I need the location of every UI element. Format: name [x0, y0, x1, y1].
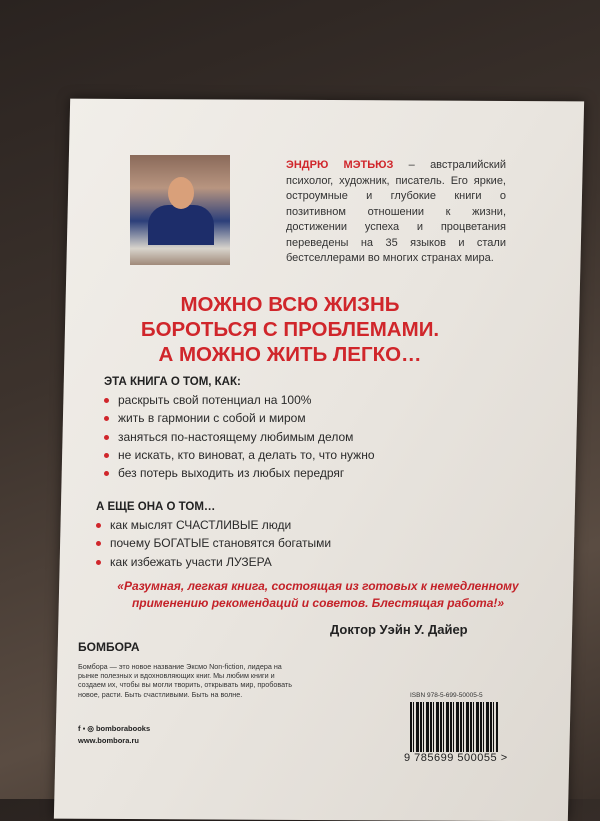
section-about [104, 376, 375, 482]
isbn: ISBN 978-5-699-50005-5 [410, 692, 483, 699]
section-also [96, 501, 331, 571]
author-bio-text: – австралийский психолог, художник, писатель. Его яркие, остроумные и глубокие книги о позитивном отношении к жизни, достижении успеха и процветания переведены на 35 языков и стали бестселлерами во многих странах мира. [286, 159, 506, 264]
publisher-description: Бомбора — это новое название Эксмо Non-fiction, лидера на рынке полезных и вдохновляющих книг. Мы любим книги и создаем их, чтобы вы могли творить, открывать мир, пробовать новое, расти. Быть счастливыми. Быть на волне. [78, 662, 292, 699]
review-quote: «Разумная, легкая книга, состоящая из готовых к немедленному применению рекомендаций и советов. Блестящая работа!» [117, 579, 519, 610]
author-photo [130, 155, 230, 265]
barcode [410, 702, 498, 752]
social-links [78, 724, 150, 733]
list-item: как избежать участи ЛУЗЕРА [96, 553, 331, 571]
section-title: А ЕЩЕ ОНА О ТОМ… [96, 501, 216, 513]
list-item: жить в гармонии с собой и миром [104, 409, 375, 427]
section-title: ЭТА КНИГА О ТОМ, КАК: [104, 376, 241, 388]
headline [110, 292, 470, 367]
list-item: почему БОГАТЫЕ становятся богатыми [96, 534, 331, 552]
barcode-number: 9 785699 500055 > [404, 752, 508, 764]
publisher-url: www.bombora.ru [78, 736, 139, 745]
publisher-logo: БОМБОРА [78, 640, 140, 654]
headline-line: МОЖНО ВСЮ ЖИЗНЬ [180, 293, 400, 316]
list-item: как мыслят СЧАСТЛИВЫЕ люди [96, 516, 331, 534]
list-item: заняться по-настоящему любимым делом [104, 428, 375, 446]
list-item: раскрыть свой потенциал на 100% [104, 391, 375, 409]
social-icons: f ▪ ◎ [78, 724, 96, 733]
headline-line: А МОЖНО ЖИТЬ ЛЕГКО… [158, 343, 422, 366]
headline-line: БОРОТЬСЯ С ПРОБЛЕМАМИ. [140, 318, 440, 341]
author-name: ЭНДРЮ МЭТЬЮЗ [286, 159, 394, 171]
list-item: не искать, кто виноват, а делать то, что нужно [104, 446, 375, 464]
quote-author: Доктор Уэйн У. Дайер [330, 622, 468, 637]
author-bio [286, 158, 506, 267]
list-item: без потерь выходить из любых передряг [104, 464, 375, 482]
social-handle: bomborabooks [95, 724, 151, 733]
